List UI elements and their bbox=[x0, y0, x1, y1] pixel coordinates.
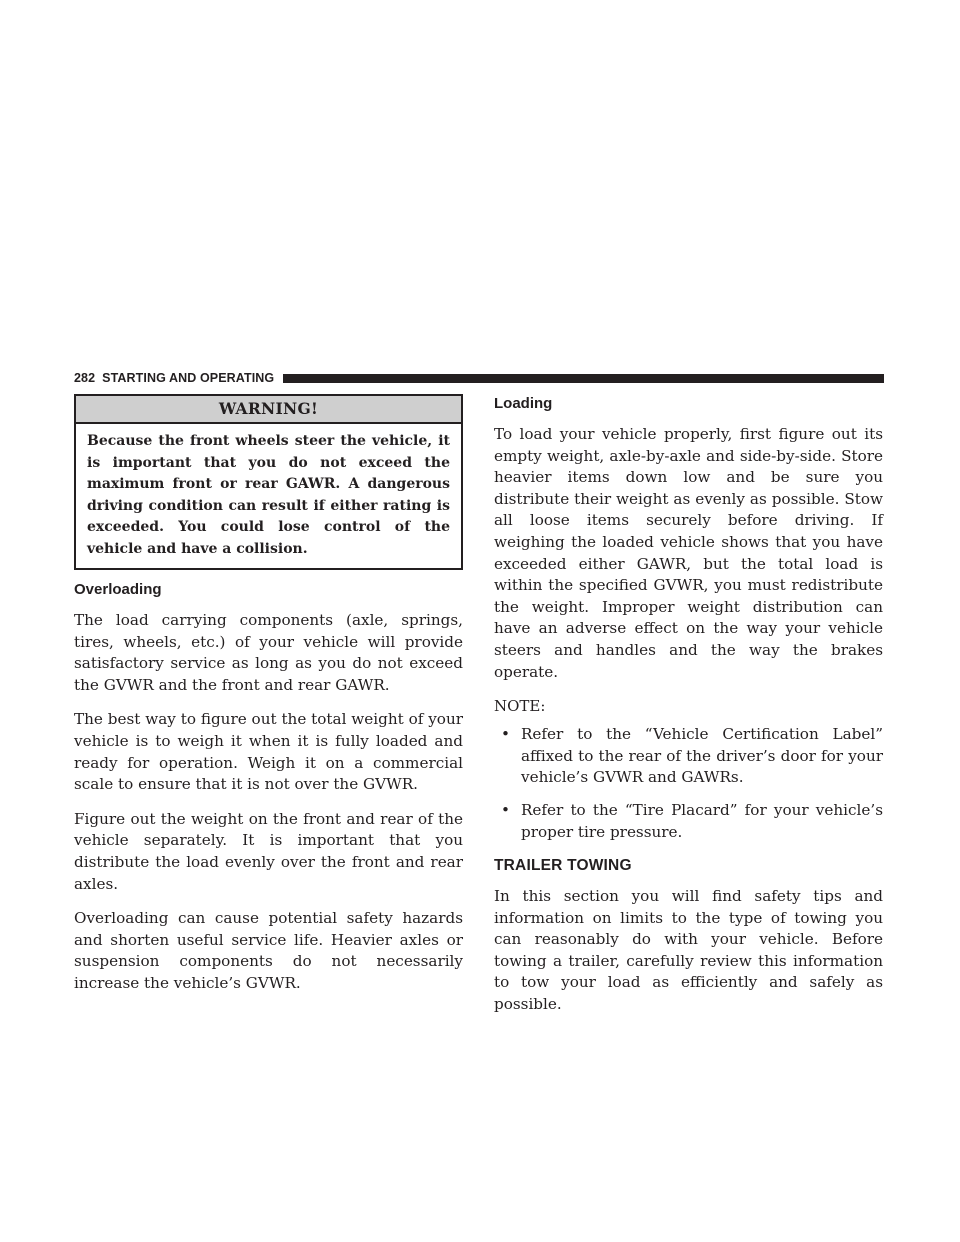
overloading-paragraph-3: Figure out the weight on the front and rear of the vehicle separately. It is important that you distribute the load evenly over the front and rear axles. bbox=[74, 809, 463, 893]
loading-heading: Loading bbox=[494, 395, 553, 412]
warning-body: Because the front wheels steer the vehicle, it is important that you do not exceed the maximum front or rear GAWR. A dangerous driving condition can result if either rating is exceeded. You could lose control of the vehicle and have a collision. bbox=[87, 433, 450, 557]
right-column bbox=[494, 394, 883, 1029]
trailer-towing-heading: TRAILER TOWING bbox=[494, 857, 632, 875]
note-text-1: Refer to the “Vehicle Certification Label” affixed to the rear of the driver’s door for your vehicle’s GVWR and GAWRs. bbox=[521, 725, 883, 787]
overloading-paragraph-4: Overloading can cause potential safety hazards and shorten useful service life. Heavier axles or suspension components do not necessarily increase the vehicle’s GVWR. bbox=[74, 909, 463, 992]
left-column bbox=[74, 394, 463, 1008]
note-list bbox=[494, 724, 883, 843]
note-label: NOTE: bbox=[494, 697, 546, 716]
bullet-icon: • bbox=[501, 725, 510, 744]
overloading-paragraph-2: The best way to figure out the total weight of your vehicle is to weigh it when it is fully loaded and ready for operation. Weigh it on a commercial scale to ensure that it is not over the GVWR. bbox=[74, 710, 463, 794]
note-text-2: Refer to the “Tire Placard” for your vehicle’s proper tire pressure. bbox=[521, 800, 883, 841]
warning-title: WARNING! bbox=[76, 396, 461, 424]
warning-box bbox=[74, 394, 463, 570]
overloading-paragraph-1: The load carrying components (axle, springs, tires, wheels, etc.) of your vehicle will provide satisfactory service as long as you do not exceed the GVWR and the front and rear GAWR. bbox=[74, 611, 463, 694]
page-number: 282 bbox=[74, 371, 96, 385]
bullet-icon: • bbox=[501, 800, 510, 819]
loading-paragraph: To load your vehicle properly, first figure out its empty weight, axle-by-axle and side-by-side. Store heavier items down low and be sure you distribute their weight as evenly as possible. Stow all loose items securely before driving. If weighing the loaded vehicle shows that you have exceeded either GAWR, but the total load is within the specified GVWR, you must redistribute the weight. Improper weight distribution can have an adverse effect on the way your vehicle steers and handles and the way the brakes operate. bbox=[494, 425, 883, 681]
list-item bbox=[494, 800, 883, 843]
header-rule bbox=[283, 374, 884, 383]
page-header bbox=[74, 370, 884, 386]
overloading-heading: Overloading bbox=[74, 581, 162, 598]
section-title: STARTING AND OPERATING bbox=[102, 371, 275, 385]
list-item bbox=[494, 724, 883, 789]
trailer-towing-paragraph: In this section you will find safety tips and information on limits to the type of towing you can reasonably do with your vehicle. Before towing a trailer, carefully review this information to tow your load as efficiently and safely as possible. bbox=[494, 887, 883, 1014]
